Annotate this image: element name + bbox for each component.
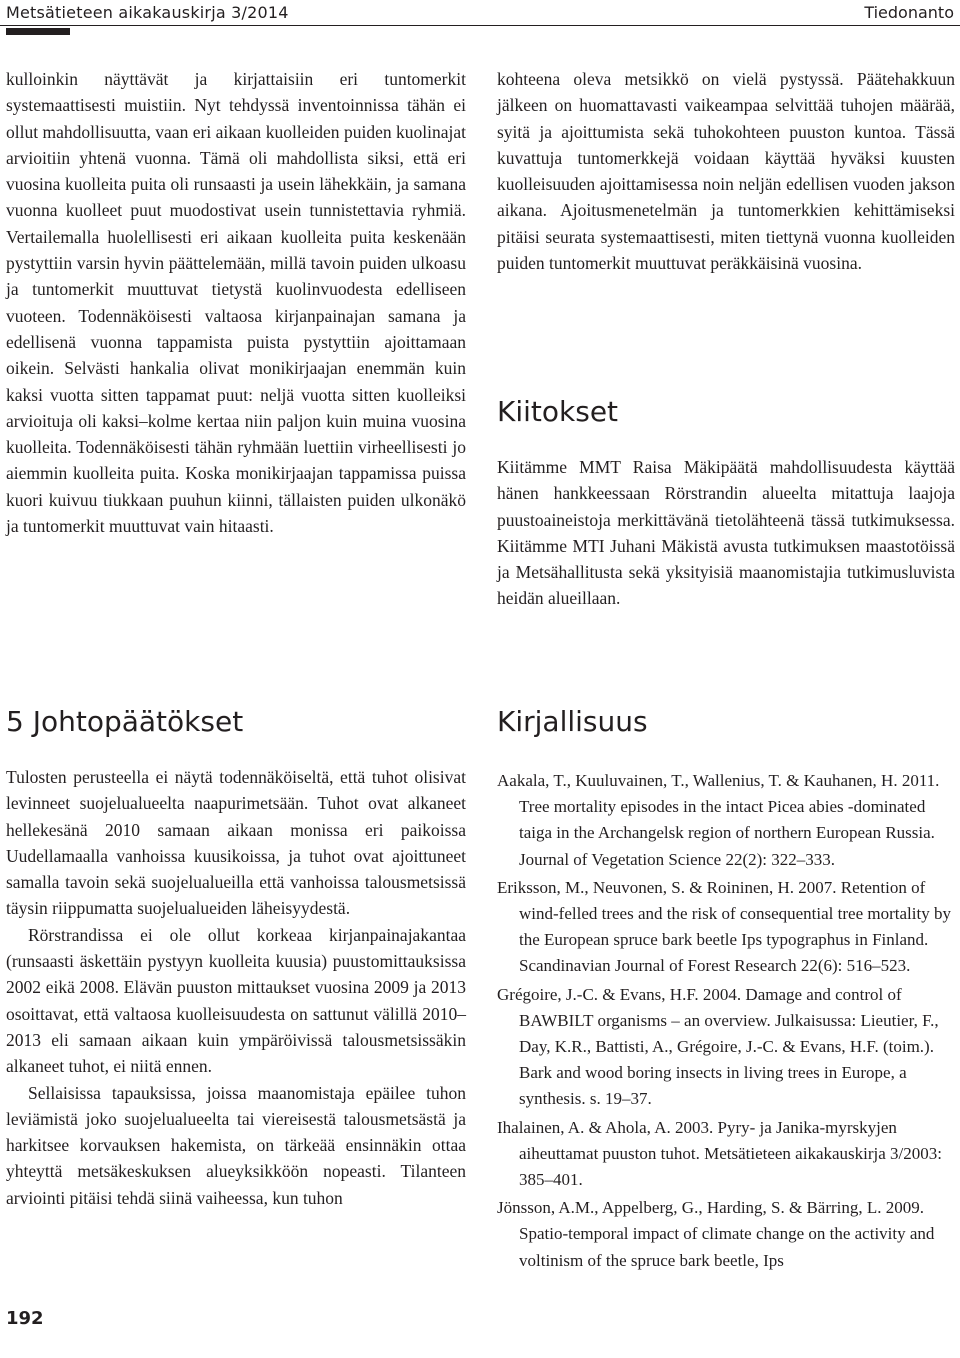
header-accent-bar [6, 28, 70, 35]
page-header [0, 0, 960, 28]
reference-item: Grégoire, J.-C. & Evans, H.F. 2004. Damage and control of BAWBILT organisms – an overview. Julkaisussa: Lieutier, F., Day, K.R., Battisti, A., Grégoire, J.-C. & Evans, H.F. (toim.). Bark and wood boring insects in living trees in Europe, a synthesis. s. 19–37. [497, 984, 939, 1109]
body-paragraph: Tulosten perusteella ei näytä todennäköiseltä, että tuhot olisivat levinneet suojelualueelta naapurimetsään. Tuhot ovat alkaneet hellekesänä 2010 samaan aikaan monissa eri paikoissa Uudellamaalla vanhoissa kuusikoissa, ja tuhot ovat ajoittuneet samalla tavoin sekä suojelualueilla että vanhoissa talousmetsissä täysin riippumatta suojelualueiden läheisyydestä. [6, 767, 466, 919]
conclusions-body [6, 764, 466, 1211]
reference-item: Ihalainen, A. & Ahola, A. 2003. Pyry- ja Janika-myrskyjen aiheuttamat puuston tuhot. Metsätieteen aikakauskirja 3/2003: 385–401. [497, 1117, 943, 1190]
right-column-top [497, 66, 955, 276]
conclusions-heading: 5 Johtopäätökset [6, 705, 244, 738]
page-number: 192 [6, 1308, 44, 1329]
acknowledgements-heading: Kiitokset [497, 395, 619, 428]
body-paragraph: Kiitämme MMT Raisa Mäkipäätä mahdollisuudesta käyttää hänen hankkeessaan Rörstrandin alueelta mitattuja laajoja puustoaineistoja merkittävänä tietolähteenä tässä tutkimuksessa. Kiitämme MTI Juhani Mäkistä avusta tutkimuksen maastotöissä ja Metsähallitusta sekä yksityisiä maanomistajia tutkimusluvista heidän alueillaan. [497, 457, 955, 609]
acknowledgements-body [497, 454, 955, 612]
body-paragraph: Rörstrandissa ei ole ollut korkeaa kirjanpainajakantaa (runsaasti äskettäin pystyyn kuolleita kuusia) puustomittauksissa 2002 eikä 2008. Elävän puuston mittaukset vuosina 2009 ja 2013 osoittavat, että valtaosa kuolleisuudesta on sattunut välillä 2010–2013 eli samaan aikaan kuin ympäröivissä talousmetsissäkin alkaneet tuhot, ei niitä ennen. [6, 924, 466, 1077]
reference-item: Jönsson, A.M., Appelberg, G., Harding, S. & Bärring, L. 2009. Spatio-temporal impact of climate change on the activity and voltinism of the spruce bark beetle, Ips [497, 1198, 935, 1270]
references-heading: Kirjallisuus [497, 705, 648, 738]
journal-title: Metsätieteen aikakauskirja 3/2014 [6, 3, 289, 22]
header-rule [0, 25, 960, 26]
references-list [497, 768, 955, 1276]
left-column-top [6, 66, 466, 539]
body-paragraph: Sellaisissa tapauksissa, joissa maanomistaja epäilee tuhon leviämistä joko suojelualueelta tai viereisestä talousmetsästä ja harkitsee korvauksen hakemista, on tärkeää ensinnäkin ottaa yhteyttä metsäkeskuksen alueyksikköön nopeasti. Tilanteen arviointi pitäisi tehdä siinä vaiheessa, kun tuhon [6, 1082, 466, 1208]
reference-item: Eriksson, M., Neuvonen, S. & Roininen, H. 2007. Retention of wind-felled trees and the risk of consequential tree mortality by the European spruce bark beetle Ips typographus in Finland. Scandinavian Journal of Forest Research 22(6): 516–523. [497, 877, 951, 976]
body-paragraph: kulloinkin näyttävät ja kirjattaisiin eri tuntomerkit systemaattisesti muistiin. Nyt tehdyssä inventoinnissa tähän ei ollut mahdollisuutta, vaan eri aikaan kuolleiden puiden kuolinajat arvioitiin yhtenä vuonna. Tämä oli mahdollista siksi, että eri vuosina kuolleita puita oli runsaasti ja usein lähekkäin, ja samana vuonna kuolleet puut muodostivat usein tunnistettavia ryhmiä. Vertailemalla huolellisesti eri aikaan kuolleita puita keskenään pystyttiin varsin hyvin päättelemään, millä tavoin puiden ulkoasu ja tuntomerkit muuttuvat tietystä kuolinvuodesta edelliseen vuoteen. Todennäköisesti valtaosa kirjanpainajan samana ja edellisenä vuonna tappamista puista pystyttiin ajoittamaan oikein. Selvästi hankalia olivat monikirjaajan enemmän kuin kaksi vuotta sitten tappamat puut: neljä vuotta sitten kuolleiksi arvioituja oli kaksi–kolme kertaa niin paljon kuin muina vuosina kuolleita. Todennäköisesti tähän ryhmään luettiin virheellisesti jo aiemmin kuolleita puita. Koska monikirjaajan tappamissa puissa kuori kuivuu tiukkaan puuhun kiinni, tällaisten puiden ulkonäkö ja tuntomerkit muuttuvat vain hitaasti. [6, 69, 466, 537]
reference-item: Aakala, T., Kuuluvainen, T., Wallenius, T. & Kauhanen, H. 2011. Tree mortality episodes in the intact Picea abies -dominated taiga in the Archangelsk region of northern European Russia. Journal of Vegetation Science 22(2): 322–333. [497, 771, 940, 869]
body-paragraph: kohteena oleva metsikkö on vielä pystyssä. Päätehakkuun jälkeen on huomattavasti vaikeampaa selvittää tuhojen määrää, syitä ja ajoittumista sekä tuhokohteen puuston kuntoa. Tässä kuvattuja tuntomerkkejä voidaan käyttää hyväksi kuusten kuolleisuuden ajoittamisessa noin neljän edellisen vuoden jakson aikana. Ajoitusmenetelmän ja tuntomerkkien kehittämiseksi pitäisi seurata systemaattisesti, miten tiettynä vuonna kuolleiden puiden tuntomerkit muuttuvat peräkkäisinä vuosina. [497, 69, 955, 274]
section-label: Tiedonanto [864, 3, 954, 22]
